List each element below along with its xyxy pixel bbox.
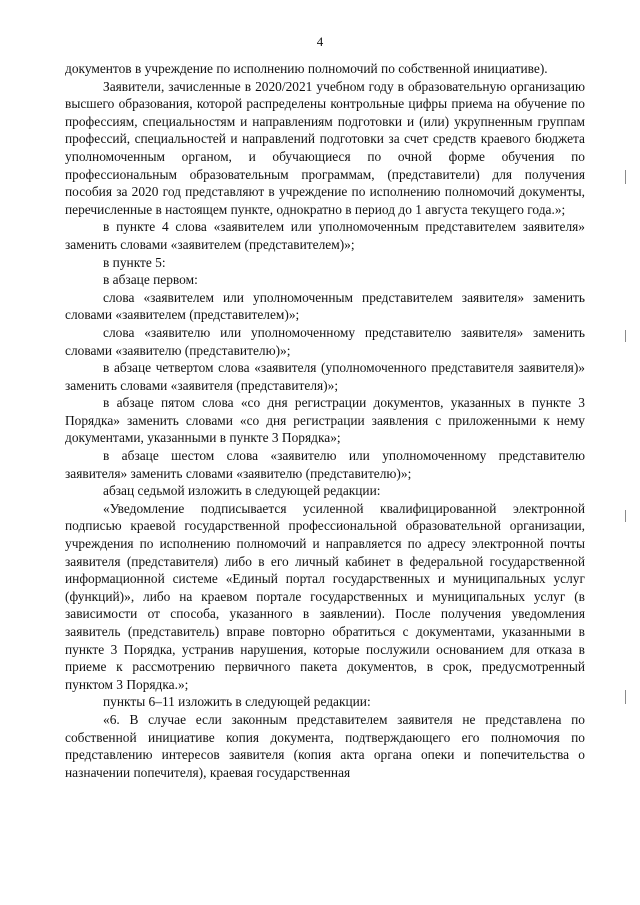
page-number: 4: [316, 34, 324, 49]
scan-margin-mark: [625, 510, 626, 522]
paragraph-7: слова «заявителю или уполномоченному представителю заявителя» заменить словами «заявителю (представителю)»;: [65, 324, 585, 358]
scan-margin-mark: [625, 330, 626, 342]
paragraph-1: документов в учреждение по исполнению полномочий по собственной инициативе).: [65, 61, 548, 76]
paragraph-13: пункты 6–11 изложить в следующей редакции:: [103, 694, 371, 710]
paragraph-5: в абзаце первом:: [103, 272, 198, 288]
paragraph-3: в пункте 4 слова «заявителем или уполномоченным представителем заявителя» заменить словами «заявителем (представителем)»;: [65, 219, 585, 252]
paragraph-14: «6. В случае если законным представителем заявителя не представлена по собственной инициативе копия документа, подтверждающего его полномочия по представлению интересов заявителя (копия акта органа опеки и попечительства о назначении попечителя), краевая государственная: [65, 711, 585, 780]
paragraph-6: слова «заявителем или уполномоченным представителем заявителя» заменить словами «заявителем (представителем)»;: [65, 289, 585, 323]
paragraph-8: в абзаце четвертом слова «заявителя (уполномоченного представителя заявителя)» заменить словами «заявителя (представителя)»;: [65, 360, 585, 393]
scan-margin-mark: [625, 690, 626, 704]
paragraph-10: в абзаце шестом слова «заявителю или уполномоченному представителю заявителя» заменить словами «заявителю (представителю)»;: [65, 448, 585, 481]
paragraph-9: в абзаце пятом слова «со дня регистрации документов, указанных в пункте 3 Порядка» заменить словами «со дня регистрации заявления с приложенными к нему документами, указанными в пункте 3 Порядка»;: [65, 395, 585, 446]
paragraph-4: в пункте 5:: [103, 254, 166, 270]
paragraph-2: Заявители, зачисленные в 2020/2021 учебном году в образовательную организацию высшего образования, которой распределены контрольные цифры приема на обучение по профессиям, специальностям и направлениям подготовки и (или) укрупненным группам профессий, специальностей и направлений подготовки за счет средств краевого бюджета уполномоченным органом, и обучающиеся по очной форме обучения по профессиональным образовательным программам, (представители) для получения пособия за 2020 год представляют в учреждение по исполнению полномочий документы, перечисленные в настоящем пункте, однократно в период до 1 августа текущего года.»;: [65, 78, 585, 217]
scan-margin-mark: [625, 170, 626, 184]
paragraph-12: «Уведомление подписывается усиленной квалифицированной электронной подписью краевой государственной профессиональной образовательной организации, учреждения по исполнению полномочий и направляется по адресу электронной почты заявителя (представителя) либо в его личный кабинет в федеральной государственной информационной системе «Единый портал государственных и муниципальных услуг (функций)», либо на краевом портале государственных и муниципальных услуг (в зависимости от способа, указанного в заявлении). После получения уведомления заявитель (представитель) вправе повторно обратиться с документами, указанными в пункте 3 Порядка, устранив нарушения, которые послужили основанием для отказа в приеме к рассмотрению первичного пакета документов, в срок, предусмотренный пунктом 3 Порядка.»;: [65, 500, 585, 692]
document-body: [65, 60, 585, 781]
paragraph-11: абзац седьмой изложить в следующей редакции:: [103, 483, 381, 499]
